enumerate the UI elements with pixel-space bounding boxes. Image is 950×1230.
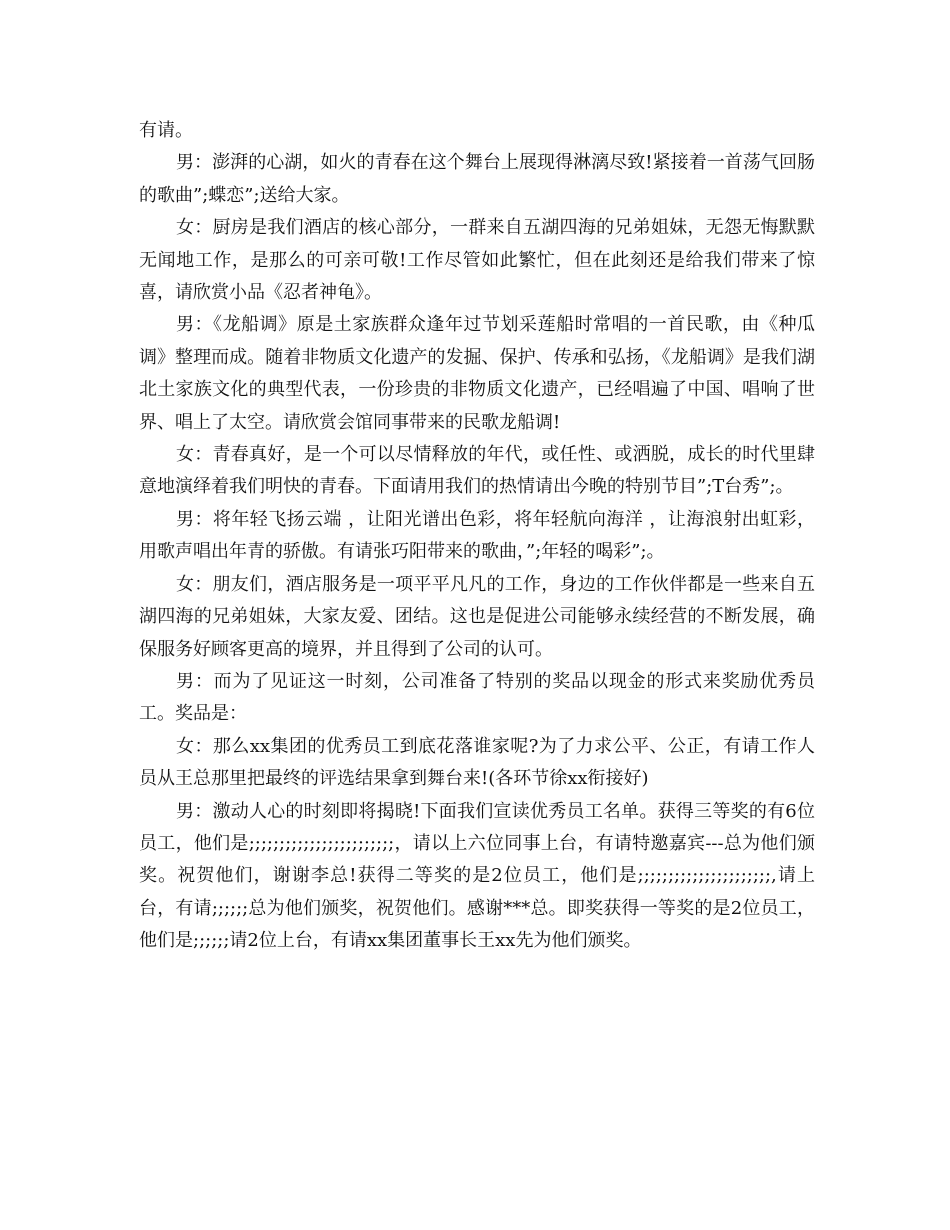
- paragraph: 男：将年轻飞扬云端 ，让阳光谱出色彩，将年轻航向海洋 ，让海浪射出虹彩，用歌声唱出年青的骄傲。有请张巧阳带来的歌曲，”;年轻的喝彩”;。: [139, 508, 815, 563]
- paragraph: 男：激动人心的时刻即将揭晓!下面我们宣读优秀员工名单。获得三等奖的有6位员工，他们是;;;;;;;;;;;;;;;;;;;;;;;;，请以上六位同事上台，有请特邀嘉宾---总为他们颁奖。祝贺他们，谢谢李总!获得二等奖的是2位员工，他们是;;;;;;;;;;;;;;;;;;;;;;,请上台，有请;;;;;;总为他们颁奖，祝贺他们。感谢***总。即奖获得一等奖的是2位员工，他们是;;;;;;请2位上台，有请xx集团董事长王xx先为他们颁奖。: [139, 800, 815, 952]
- paragraph: 男：澎湃的心湖，如火的青春在这个舞台上展现得淋漓尽致!紧接着一首荡气回肠的歌曲”;蝶恋”;送给大家。: [139, 152, 815, 206]
- paragraph: 女：那么xx集团的优秀员工到底花落谁家呢?为了力求公平、公正，有请工作人员从王总那里把最终的评选结果拿到舞台来!(各环节徐xx衔接好): [139, 735, 815, 790]
- paragraph: 男：《龙船调》原是土家族群众逢年过节划采莲船时常唱的一首民歌，由《种瓜调》整理而成。随着非物质文化遗产的发掘、保护、传承和弘扬，《龙船调》是我们湖北土家族文化的典型代表，一份珍贵的非物质文化遗产，已经唱遍了中国、唱响了世界、唱上了太空。请欣赏会馆同事带来的民歌龙船调!: [139, 314, 815, 433]
- paragraph: 女：厨房是我们酒店的核心部分，一群来自五湖四海的兄弟姐妹，无怨无悔默默无闻地工作，是那么的可亲可敬!工作尽管如此繁忙，但在此刻还是给我们带来了惊喜，请欣赏小品《忍者神龟》。: [139, 217, 815, 304]
- paragraph: 女：青春真好，是一个可以尽情释放的年代，或任性、或洒脱，成长的时代里肆意地演绎着我们明快的青春。下面请用我们的热情请出今晚的特别节目”;T台秀”;。: [139, 444, 815, 498]
- paragraph: 有请。: [139, 120, 193, 141]
- document-body: [139, 115, 815, 958]
- paragraph: 女：朋友们，酒店服务是一项平平凡凡的工作，身边的工作伙伴都是一些来自五湖四海的兄弟姐妹，大家友爱、团结。这也是促进公司能够永续经营的不断发展，确保服务好顾客更高的境界，并且得到了公司的认可。: [139, 573, 815, 660]
- paragraph: 男：而为了见证这一时刻，公司准备了特别的奖品以现金的形式来奖励优秀员工。奖品是：: [139, 670, 815, 725]
